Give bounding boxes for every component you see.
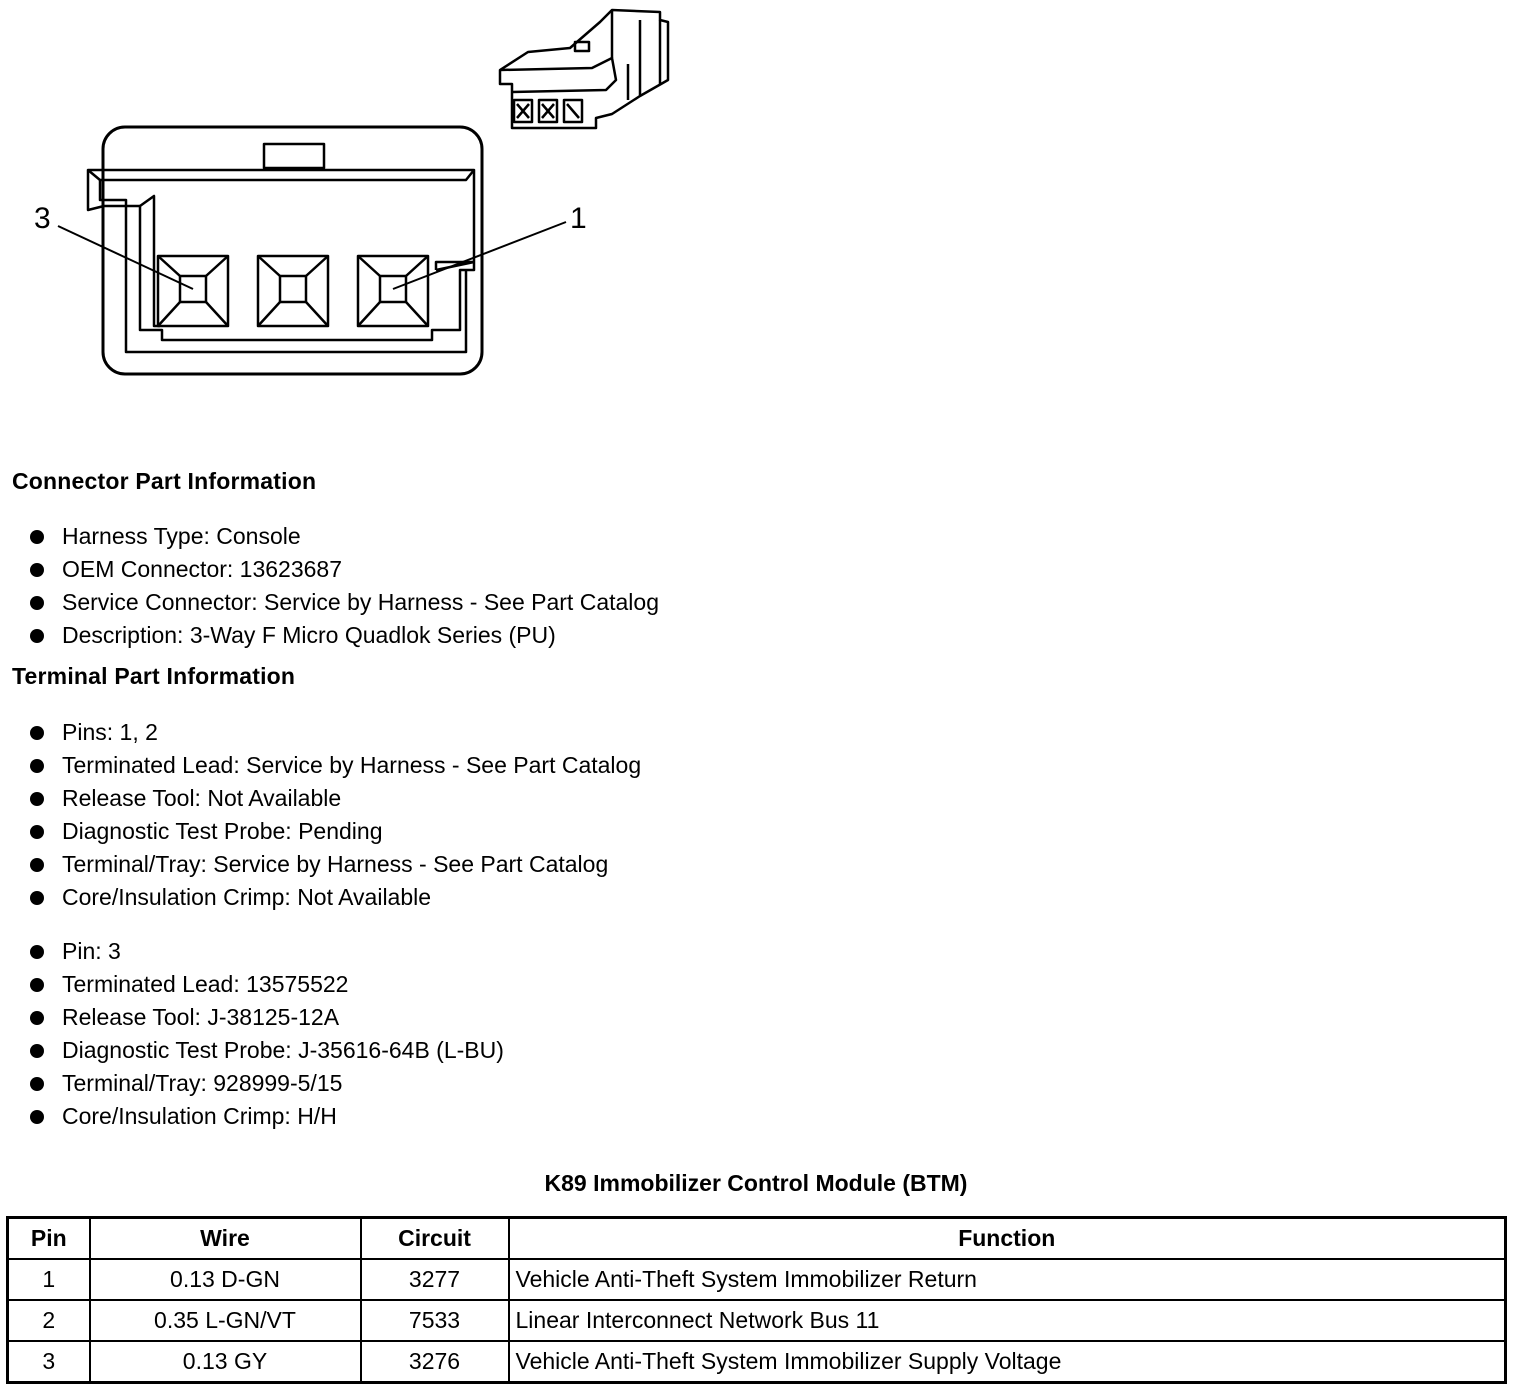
list-item-text: Service Connector: Service by Harness - See Part Catalog bbox=[62, 589, 659, 615]
cell-wire: 0.35 L-GN/VT bbox=[90, 1300, 361, 1341]
callout-1-label: 1 bbox=[570, 202, 587, 235]
column-header-circuit: Circuit bbox=[361, 1218, 509, 1260]
table-title: K89 Immobilizer Control Module (BTM) bbox=[544, 1170, 968, 1196]
cell-function: Linear Interconnect Network Bus 11 bbox=[509, 1300, 1506, 1341]
list-item-text: Core/Insulation Crimp: Not Available bbox=[62, 884, 432, 910]
column-header-function: Function bbox=[509, 1218, 1506, 1260]
bullet-icon bbox=[30, 1044, 44, 1058]
bullet-icon bbox=[30, 945, 44, 959]
list-item bbox=[28, 1001, 504, 1034]
list-item bbox=[28, 553, 659, 586]
table-row bbox=[8, 1341, 1506, 1383]
cell-wire: 0.13 D-GN bbox=[90, 1259, 361, 1300]
connector-face bbox=[88, 127, 482, 374]
list-item-text: Description: 3-Way F Micro Quadlok Series (PU) bbox=[62, 622, 556, 648]
terminal-part-heading: Terminal Part Information bbox=[12, 663, 296, 689]
list-item bbox=[28, 881, 641, 914]
terminal-part-list-pin-3 bbox=[28, 935, 504, 1133]
list-item-text: Terminated Lead: 13575522 bbox=[62, 971, 349, 997]
bullet-icon bbox=[30, 891, 44, 905]
list-item-text: Pin: 3 bbox=[62, 938, 121, 964]
list-item-text: OEM Connector: 13623687 bbox=[62, 556, 343, 582]
cell-function: Vehicle Anti-Theft System Immobilizer Supply Voltage bbox=[509, 1341, 1506, 1383]
bullet-icon bbox=[30, 858, 44, 872]
list-item bbox=[28, 848, 641, 881]
bullet-icon bbox=[30, 1011, 44, 1025]
column-header-wire: Wire bbox=[90, 1218, 361, 1260]
connector-face-diagram bbox=[0, 0, 720, 440]
terminal-part-list-pins-1-2 bbox=[28, 716, 641, 914]
bullet-icon bbox=[30, 792, 44, 806]
list-item bbox=[28, 619, 659, 652]
list-item-text: Terminal/Tray: 928999-5/15 bbox=[62, 1070, 343, 1096]
bullet-icon bbox=[30, 1110, 44, 1124]
bullet-icon bbox=[30, 978, 44, 992]
pinout-table bbox=[6, 1216, 1507, 1384]
cell-pin: 3 bbox=[8, 1341, 90, 1383]
cell-pin: 2 bbox=[8, 1300, 90, 1341]
list-item-text: Release Tool: J-38125-12A bbox=[62, 1004, 340, 1030]
cell-pin: 1 bbox=[8, 1259, 90, 1300]
list-item bbox=[28, 520, 659, 553]
bullet-icon bbox=[30, 530, 44, 544]
list-item bbox=[28, 1067, 504, 1100]
list-item-text: Diagnostic Test Probe: Pending bbox=[62, 818, 383, 844]
table-row bbox=[8, 1259, 1506, 1300]
list-item-text: Harness Type: Console bbox=[62, 523, 301, 549]
list-item-text: Core/Insulation Crimp: H/H bbox=[62, 1103, 337, 1129]
cell-function: Vehicle Anti-Theft System Immobilizer Return bbox=[509, 1259, 1506, 1300]
bullet-icon bbox=[30, 825, 44, 839]
list-item-text: Terminated Lead: Service by Harness - See Part Catalog bbox=[62, 752, 642, 778]
list-item bbox=[28, 586, 659, 619]
cavity-3 bbox=[158, 256, 228, 326]
column-header-pin: Pin bbox=[8, 1218, 90, 1260]
list-item-text: Diagnostic Test Probe: J-35616-64B (L-BU) bbox=[62, 1037, 504, 1063]
list-item bbox=[28, 935, 504, 968]
connector-part-heading: Connector Part Information bbox=[12, 468, 317, 494]
list-item bbox=[28, 968, 504, 1001]
cell-circuit: 3277 bbox=[361, 1259, 509, 1300]
cell-circuit: 3276 bbox=[361, 1341, 509, 1383]
list-item-text: Terminal/Tray: Service by Harness - See Part Catalog bbox=[62, 851, 609, 877]
bullet-icon bbox=[30, 563, 44, 577]
cell-wire: 0.13 GY bbox=[90, 1341, 361, 1383]
list-item bbox=[28, 815, 641, 848]
bullet-icon bbox=[30, 726, 44, 740]
list-item-text: Release Tool: Not Available bbox=[62, 785, 342, 811]
list-item-text: Pins: 1, 2 bbox=[62, 719, 158, 745]
list-item bbox=[28, 1100, 504, 1133]
bullet-icon bbox=[30, 596, 44, 610]
cavity-2 bbox=[258, 256, 328, 326]
table-header-row bbox=[8, 1218, 1506, 1260]
callout-3-label: 3 bbox=[34, 202, 51, 235]
cavity-1 bbox=[358, 256, 428, 326]
list-item bbox=[28, 749, 641, 782]
connector-3d-view bbox=[500, 10, 668, 128]
list-item bbox=[28, 716, 641, 749]
bullet-icon bbox=[30, 1077, 44, 1091]
list-item bbox=[28, 1034, 504, 1067]
bullet-icon bbox=[30, 759, 44, 773]
bullet-icon bbox=[30, 629, 44, 643]
table-row bbox=[8, 1300, 1506, 1341]
connector-part-list bbox=[28, 520, 659, 652]
list-item bbox=[28, 782, 641, 815]
cell-circuit: 7533 bbox=[361, 1300, 509, 1341]
